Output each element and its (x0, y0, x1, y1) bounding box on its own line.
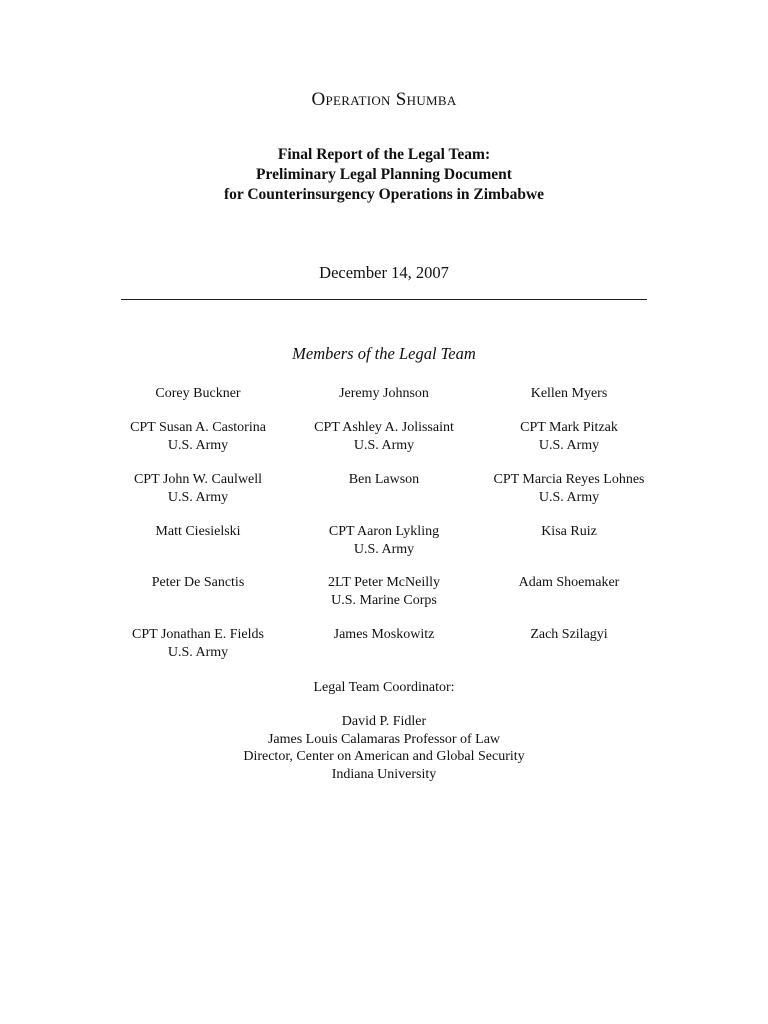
member-name: CPT Mark Pitzak (520, 420, 618, 435)
member-name: Jeremy Johnson (339, 386, 429, 401)
member-name: Corey Buckner (155, 386, 241, 401)
subtitle-line: Preliminary Legal Planning Document (256, 166, 512, 183)
coordinator-title: Director, Center on American and Global Security (243, 749, 525, 764)
coordinator-institution: Indiana University (331, 766, 437, 782)
member-affiliation: U.S. Army (538, 489, 600, 505)
document-subtitle (0, 145, 768, 205)
member-name: Ben Lawson (348, 472, 420, 487)
horizontal-divider (121, 299, 647, 300)
member-name: Zach Szilagyi (530, 627, 608, 642)
member-name: CPT Marcia Reyes Lohnes (493, 472, 645, 487)
member-name: Kisa Ruiz (541, 524, 597, 539)
member-name: Matt Ciesielski (155, 524, 241, 539)
coordinator-title: James Louis Calamaras Professor of Law (267, 731, 501, 747)
member-entry (449, 523, 689, 541)
member-name: CPT Ashley A. Jolissaint (314, 420, 454, 435)
member-entry (449, 385, 689, 403)
member-name: 2LT Peter McNeilly (328, 575, 440, 590)
member-affiliation: U.S. Marine Corps (331, 592, 437, 608)
member-affiliation: U.S. Army (538, 437, 600, 453)
member-affiliation: U.S. Army (353, 541, 415, 557)
member-entry (449, 419, 689, 454)
member-name: James Moskowitz (333, 627, 435, 642)
member-name: Kellen Myers (530, 386, 608, 401)
member-entry (449, 626, 689, 644)
coordinator-label: Legal Team Coordinator: (313, 680, 455, 695)
member-entry (449, 574, 689, 592)
subtitle-line: for Counterinsurgency Operations in Zimbabwe (223, 186, 545, 203)
member-entry (449, 471, 689, 506)
member-name: CPT Susan A. Castorina (130, 420, 266, 435)
coordinator-block (0, 713, 768, 783)
member-affiliation: U.S. Army (167, 437, 229, 453)
member-affiliation: U.S. Army (167, 644, 229, 660)
member-name: Peter De Sanctis (151, 575, 245, 590)
document-title: Operation Shumba (311, 89, 457, 110)
member-affiliation: U.S. Army (353, 437, 415, 453)
document-date: December 14, 2007 (319, 263, 449, 282)
member-affiliation: U.S. Army (167, 489, 229, 505)
member-name: Adam Shoemaker (518, 575, 620, 590)
member-name: CPT John W. Caulwell (133, 472, 263, 487)
members-heading: Members of the Legal Team (292, 344, 476, 363)
subtitle-line: Final Report of the Legal Team: (277, 146, 491, 163)
coordinator-name: David P. Fidler (341, 714, 427, 729)
member-name: CPT Aaron Lykling (328, 524, 440, 539)
member-name: CPT Jonathan E. Fields (132, 627, 264, 642)
